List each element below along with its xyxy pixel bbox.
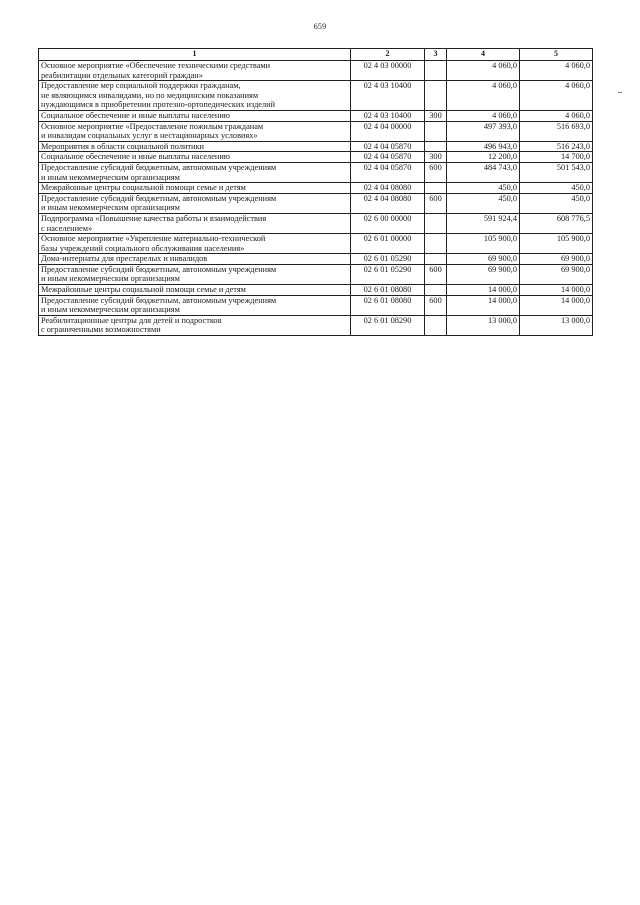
table-row	[39, 152, 593, 163]
row-type-cell: 600	[425, 162, 447, 182]
table-row	[39, 254, 593, 265]
row-value-2-cell: 14 000,0	[520, 285, 593, 296]
header-col-4: 4	[447, 49, 520, 61]
row-code-cell: 02 6 00 00000	[351, 213, 425, 233]
row-value-1-cell: 14 000,0	[447, 285, 520, 296]
row-value-2-cell: 4 060,0	[520, 110, 593, 121]
row-name-cell: Предоставление мер социальной поддержки гражданам, не являющимся инвалидами, но по медицинским показаниям нуждающимся в приобретении протезно-ортопедических изделий	[39, 81, 351, 111]
row-code-cell: 02 4 03 10400	[351, 81, 425, 111]
row-name-cell: Дома-интернаты для престарелых и инвалидов	[39, 254, 351, 265]
row-name-cell: Основное мероприятие «Укрепление материально-технической базы учреждений социального обслуживания населения»	[39, 234, 351, 254]
row-name-cell: Основное мероприятие «Предоставление пожилым гражданам и инвалидам социальных услуг в нестационарных условиях»	[39, 121, 351, 141]
row-type-cell	[425, 121, 447, 141]
row-code-cell: 02 6 01 05290	[351, 264, 425, 284]
row-value-2-cell: 501 543,0	[520, 162, 593, 182]
row-value-2-cell: 608 776,5	[520, 213, 593, 233]
header-col-3: 3	[425, 49, 447, 61]
row-value-2-cell: 450,0	[520, 193, 593, 213]
row-code-cell: 02 4 03 00000	[351, 61, 425, 81]
row-value-2-cell: 516 243,0	[520, 141, 593, 152]
row-code-cell: 02 6 01 08080	[351, 295, 425, 315]
row-name-cell: Предоставление субсидий бюджетным, автономным учреждениям и иным некоммерческим организациям	[39, 193, 351, 213]
row-value-2-cell: 14 700,0	[520, 152, 593, 163]
row-code-cell: 02 6 01 08290	[351, 315, 425, 335]
row-name-cell: Межрайонные центры социальной помощи семье и детям	[39, 285, 351, 296]
table-row	[39, 81, 593, 111]
row-code-cell: 02 4 04 05870	[351, 162, 425, 182]
table-row	[39, 141, 593, 152]
row-type-cell: 600	[425, 264, 447, 284]
row-value-1-cell: 497 393,0	[447, 121, 520, 141]
table-row	[39, 61, 593, 81]
row-value-2-cell: 69 900,0	[520, 264, 593, 284]
row-value-1-cell: 69 900,0	[447, 254, 520, 265]
row-value-2-cell: 13 000,0	[520, 315, 593, 335]
row-type-cell	[425, 213, 447, 233]
row-value-1-cell: 105 900,0	[447, 234, 520, 254]
row-code-cell: 02 6 01 08080	[351, 285, 425, 296]
table-row	[39, 213, 593, 233]
row-type-cell	[425, 285, 447, 296]
row-code-cell: 02 6 01 00000	[351, 234, 425, 254]
table-body	[39, 61, 593, 336]
budget-table	[38, 48, 593, 336]
row-value-2-cell: 69 900,0	[520, 254, 593, 265]
row-value-1-cell: 4 060,0	[447, 61, 520, 81]
row-value-2-cell: 105 900,0	[520, 234, 593, 254]
row-type-cell	[425, 81, 447, 111]
row-name-cell: Подпрограмма «Повышение качества работы и взаимодействия с населением»	[39, 213, 351, 233]
table-row	[39, 183, 593, 194]
table-row	[39, 193, 593, 213]
row-value-1-cell: 12 200,0	[447, 152, 520, 163]
row-value-2-cell: 450,0	[520, 183, 593, 194]
row-code-cell: 02 4 04 05870	[351, 152, 425, 163]
row-name-cell: Основное мероприятие «Обеспечение техническими средствами реабилитации отдельных категорий граждан»	[39, 61, 351, 81]
table-row	[39, 264, 593, 284]
row-type-cell	[425, 61, 447, 81]
row-type-cell: 300	[425, 110, 447, 121]
header-col-5: 5	[520, 49, 593, 61]
header-row	[39, 49, 593, 61]
row-value-1-cell: 450,0	[447, 193, 520, 213]
row-name-cell: Социальное обеспечение и иные выплаты населению	[39, 152, 351, 163]
row-code-cell: 02 4 03 10400	[351, 110, 425, 121]
table-row	[39, 295, 593, 315]
row-value-1-cell: 450,0	[447, 183, 520, 194]
row-name-cell: Предоставление субсидий бюджетным, автономным учреждениям и иным некоммерческим организациям	[39, 264, 351, 284]
row-value-2-cell: 516 693,0	[520, 121, 593, 141]
row-type-cell	[425, 254, 447, 265]
table-row	[39, 285, 593, 296]
table-row	[39, 110, 593, 121]
row-value-1-cell: 14 000,0	[447, 295, 520, 315]
row-value-1-cell: 69 900,0	[447, 264, 520, 284]
row-code-cell: 02 4 04 05870	[351, 141, 425, 152]
row-value-1-cell: 13 000,0	[447, 315, 520, 335]
row-value-1-cell: 4 060,0	[447, 81, 520, 111]
row-code-cell: 02 4 04 08080	[351, 183, 425, 194]
row-value-1-cell: 4 060,0	[447, 110, 520, 121]
row-value-1-cell: 496 943,0	[447, 141, 520, 152]
row-name-cell: Предоставление субсидий бюджетным, автономным учреждениям и иным некоммерческим организациям	[39, 162, 351, 182]
table-row	[39, 121, 593, 141]
header-col-1: 1	[39, 49, 351, 61]
row-type-cell	[425, 141, 447, 152]
row-name-cell: Межрайонные центры социальной помощи семье и детям	[39, 183, 351, 194]
page-number: 659	[313, 22, 327, 31]
table-row	[39, 315, 593, 335]
row-value-2-cell: 4 060,0	[520, 61, 593, 81]
row-type-cell: 300	[425, 152, 447, 163]
row-type-cell: 600	[425, 193, 447, 213]
row-code-cell: 02 4 04 00000	[351, 121, 425, 141]
edge-mark	[618, 92, 622, 93]
row-code-cell: 02 6 01 05290	[351, 254, 425, 265]
row-type-cell	[425, 315, 447, 335]
row-name-cell: Мероприятия в области социальной политики	[39, 141, 351, 152]
row-name-cell: Предоставление субсидий бюджетным, автономным учреждениям и иным некоммерческим организациям	[39, 295, 351, 315]
row-type-cell	[425, 183, 447, 194]
row-type-cell	[425, 234, 447, 254]
header-col-2: 2	[351, 49, 425, 61]
table-row	[39, 234, 593, 254]
row-code-cell: 02 4 04 08080	[351, 193, 425, 213]
table-header	[39, 49, 593, 61]
row-name-cell: Реабилитационные центры для детей и подростков с ограниченными возможностями	[39, 315, 351, 335]
row-name-cell: Социальное обеспечение и иные выплаты населению	[39, 110, 351, 121]
row-value-1-cell: 484 743,0	[447, 162, 520, 182]
row-type-cell: 600	[425, 295, 447, 315]
row-value-1-cell: 591 924,4	[447, 213, 520, 233]
row-value-2-cell: 14 000,0	[520, 295, 593, 315]
table-row	[39, 162, 593, 182]
row-value-2-cell: 4 060,0	[520, 81, 593, 111]
